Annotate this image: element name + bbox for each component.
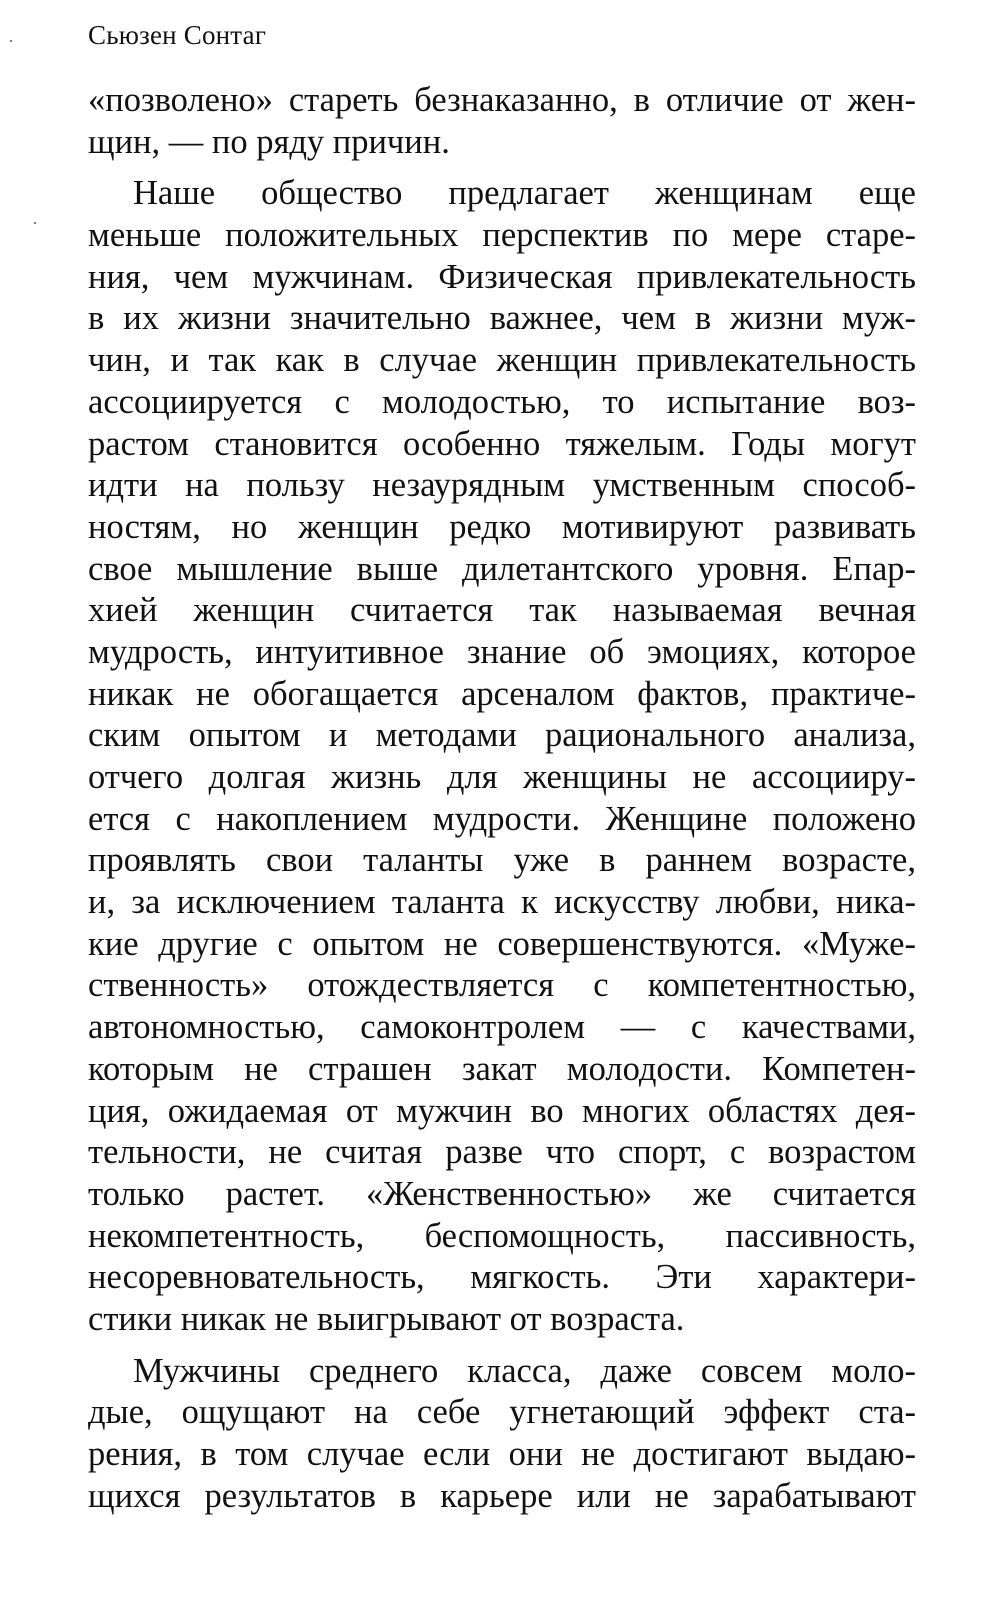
text-line: ассоциируется с молодостью, то испытание воз- [88,382,916,421]
text-line: тельности, не считая разве что спорт, с возрастом [88,1133,916,1172]
text-line: «позволено» стареть безнаказанно, в отличие от жен- [88,81,916,119]
text-line: никак не обогащается арсеналом фактов, практиче- [88,674,916,713]
text-line: растом становится особенно тяжелым. Годы могут [88,424,916,463]
text-line: Мужчины среднего класса, даже совсем моло- [133,1351,916,1390]
paragraph-gap [88,163,916,173]
text-line: несоревновательность, мягкость. Эти характери- [88,1258,916,1297]
running-head: Сьюзен Сонтаг [88,20,267,50]
text-line: ностям, но женщин редко мотивируют развивать [88,507,916,546]
text-line: ственность» отождествляется с компетентностью, [88,966,916,1005]
text-line: свое мышление выше дилетантского уровня. Епар- [88,549,916,588]
text-line: отчего долгая жизнь для женщины не ассоцииру- [88,758,916,796]
text-line: меньше положительных перспектив по мере старе- [88,216,916,255]
paragraph [88,80,916,163]
paragraph [88,1351,916,1518]
text-line: ция, ожидаемая от мужчин во многих областях дея- [88,1091,916,1130]
text-line: рения, в том случае если они не достигают выдаю- [88,1435,916,1473]
text-line: идти на пользу незаурядным умственным способ- [88,466,916,505]
text-line: ния, чем мужчинам. Физическая привлекательность [88,257,916,296]
text-line: ским опытом и методами рационального анализа, [88,716,916,755]
paragraph [88,173,916,1340]
text-line: только растет. «Женственностью» же считается [88,1174,916,1213]
text-line: которым не страшен закат молодости. Компетен- [88,1049,916,1088]
text-line: кие другие с опытом не совершенствуются. «Муже- [88,924,916,963]
text-line: Наше общество предлагает женщинам еще [133,174,916,213]
body-text [88,80,916,1517]
text-line: проявлять свои таланты уже в раннем возрасте, [88,841,916,880]
text-line: в их жизни значительно важнее, чем в жизни муж- [88,299,916,338]
text-line: автономностью, самоконтролем — с качествами, [88,1008,916,1047]
paragraph-gap [88,1341,916,1351]
text-line: щихся результатов в карьере или не зарабатывают [88,1476,916,1515]
text-line: щин, — по ряду причин. [88,122,450,161]
text-line: некомпетентность, беспомощность, пассивность, [88,1216,916,1255]
text-line: стики никак не выигрывают от возраста. [88,1299,685,1338]
text-line: мудрость, интуитивное знание об эмоциях, которое [88,632,916,671]
text-line: хией женщин считается так называемая вечная [88,591,916,630]
text-line: дые, ощущают на себе угнетающий эффект ста- [88,1393,916,1432]
scan-speck [10,40,12,42]
text-line: и, за исключением таланта к искусству любви, ника- [88,883,916,922]
text-line: ется с накоплением мудрости. Женщине положено [88,799,916,838]
scan-speck [34,222,36,224]
text-line: чин, и так как в случае женщин привлекательность [88,341,916,380]
